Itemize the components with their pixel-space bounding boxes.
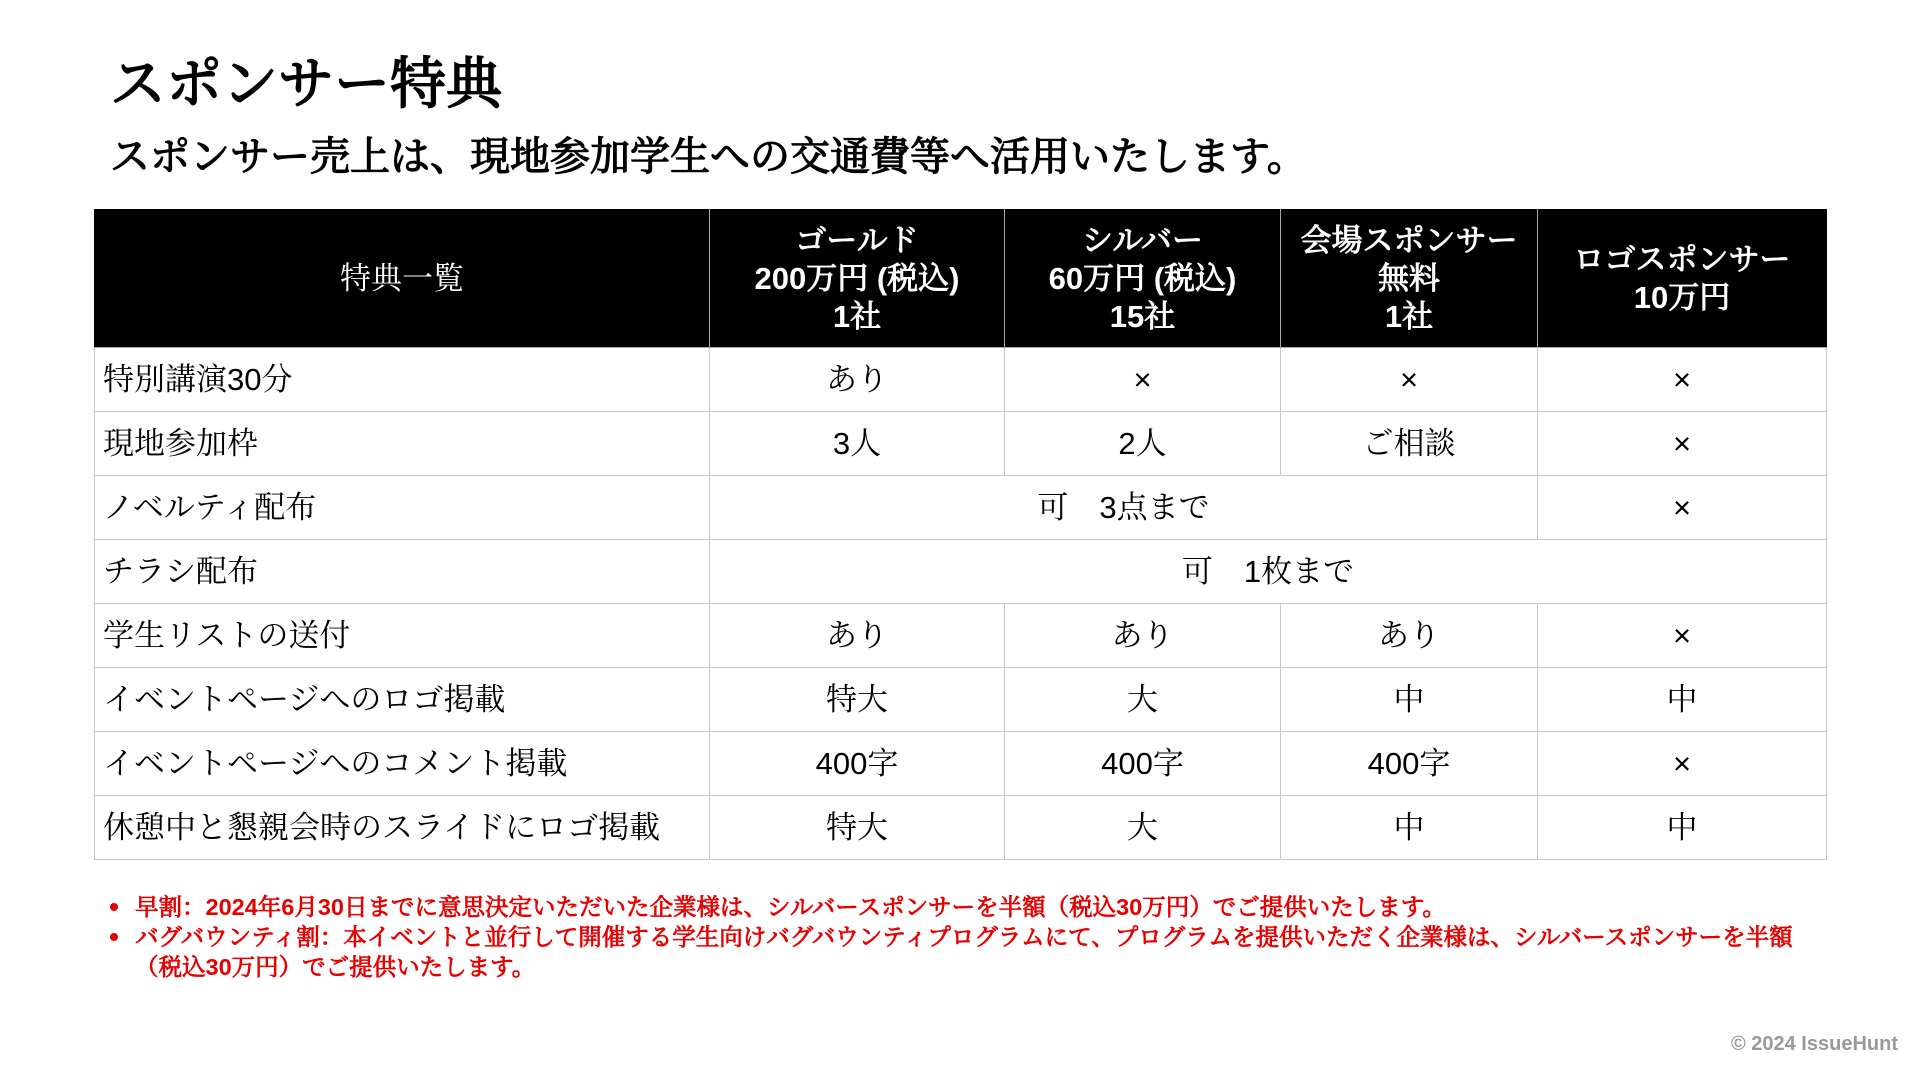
- benefits-header-label: 特典一覧: [95, 210, 710, 348]
- tier-slots: 1社: [832, 298, 882, 334]
- silver-value: 大: [1005, 668, 1281, 732]
- shared-value: 可 3点まで: [710, 476, 1538, 540]
- venue-value: 中: [1281, 668, 1538, 732]
- tier-name: 会場スポンサー: [1300, 222, 1518, 258]
- table-row: [95, 540, 1827, 604]
- bullet-icon: [110, 933, 118, 941]
- benefit-name: イベントページへのロゴ掲載: [95, 668, 710, 732]
- bullet-icon: [110, 903, 118, 911]
- tier-slots: 1社: [1384, 298, 1434, 334]
- venue-value: あり: [1281, 604, 1538, 668]
- gold-value: 3人: [710, 412, 1005, 476]
- logo-value: ×: [1538, 732, 1827, 796]
- tier-price: 無料: [1378, 260, 1440, 296]
- benefit-name: 休憩中と懇親会時のスライドにロゴ掲載: [95, 796, 710, 860]
- benefit-name: 現地参加枠: [95, 412, 710, 476]
- table-row: [95, 732, 1827, 796]
- tier-name: ロゴスポンサー: [1573, 241, 1791, 277]
- logo-value: 中: [1538, 796, 1827, 860]
- table-header-row: [95, 210, 1827, 348]
- venue-value: 中: [1281, 796, 1538, 860]
- benefit-name: イベントページへのコメント掲載: [95, 732, 710, 796]
- silver-value: 大: [1005, 796, 1281, 860]
- note-text: 早割：2024年6月30日までに意思決定いただいた企業様は、シルバースポンサーを半額（税込30万円）でご提供いたします。: [135, 894, 1446, 920]
- logo-value: ×: [1538, 412, 1827, 476]
- note-item: [108, 922, 1807, 982]
- table-row: [95, 796, 1827, 860]
- slide-subtitle: スポンサー売上は、現地参加学生への交通費等へ活用いたします。: [110, 135, 1307, 179]
- note-text: バグバウンティ割：本イベントと並行して開催する学生向けバグバウンティプログラムにて、プログラムを提供いただく企業様は、シルバースポンサーを半額（税込30万円）でご提供いたします。: [135, 924, 1793, 980]
- silver-value: 400字: [1005, 732, 1281, 796]
- table-row: [95, 412, 1827, 476]
- silver-value: 2人: [1005, 412, 1281, 476]
- venue-value: 400字: [1281, 732, 1538, 796]
- logo-value: 中: [1538, 668, 1827, 732]
- note-item: [108, 892, 1807, 922]
- tier-price: 200万円 (税込): [754, 260, 960, 296]
- shared-value: 可 1枚まで: [710, 540, 1827, 604]
- venue-value: ×: [1281, 348, 1538, 412]
- tier-name: ゴールド: [795, 222, 919, 258]
- notes-list: [108, 892, 1807, 982]
- tier-name: シルバー: [1081, 222, 1204, 258]
- sponsor-benefits-table: [94, 209, 1827, 860]
- silver-value: あり: [1005, 604, 1281, 668]
- gold-value: 特大: [710, 796, 1005, 860]
- gold-value: あり: [710, 604, 1005, 668]
- venue-value: ご相談: [1281, 412, 1538, 476]
- table-row: [95, 604, 1827, 668]
- table-row: [95, 668, 1827, 732]
- silver-value: ×: [1005, 348, 1281, 412]
- tier-header-logo: [1538, 210, 1827, 348]
- tier-price: 60万円 (税込): [1048, 260, 1237, 296]
- table-row: [95, 348, 1827, 412]
- logo-value: ×: [1538, 476, 1827, 540]
- logo-value: ×: [1538, 604, 1827, 668]
- tier-price: 10万円: [1633, 279, 1731, 315]
- tier-header-silver: [1005, 210, 1281, 348]
- benefit-name: 学生リストの送付: [95, 604, 710, 668]
- benefit-name: チラシ配布: [95, 540, 710, 604]
- tier-header-gold: [710, 210, 1005, 348]
- tier-slots: 15社: [1109, 298, 1176, 334]
- tier-header-venue: [1281, 210, 1538, 348]
- benefit-name: 特別講演30分: [95, 348, 710, 412]
- table-row: [95, 476, 1827, 540]
- copyright-footer: © 2024 IssueHunt: [1730, 1033, 1898, 1055]
- gold-value: 400字: [710, 732, 1005, 796]
- gold-value: 特大: [710, 668, 1005, 732]
- slide-title: スポンサー特典: [110, 52, 502, 115]
- gold-value: あり: [710, 348, 1005, 412]
- logo-value: ×: [1538, 348, 1827, 412]
- benefit-name: ノベルティ配布: [95, 476, 710, 540]
